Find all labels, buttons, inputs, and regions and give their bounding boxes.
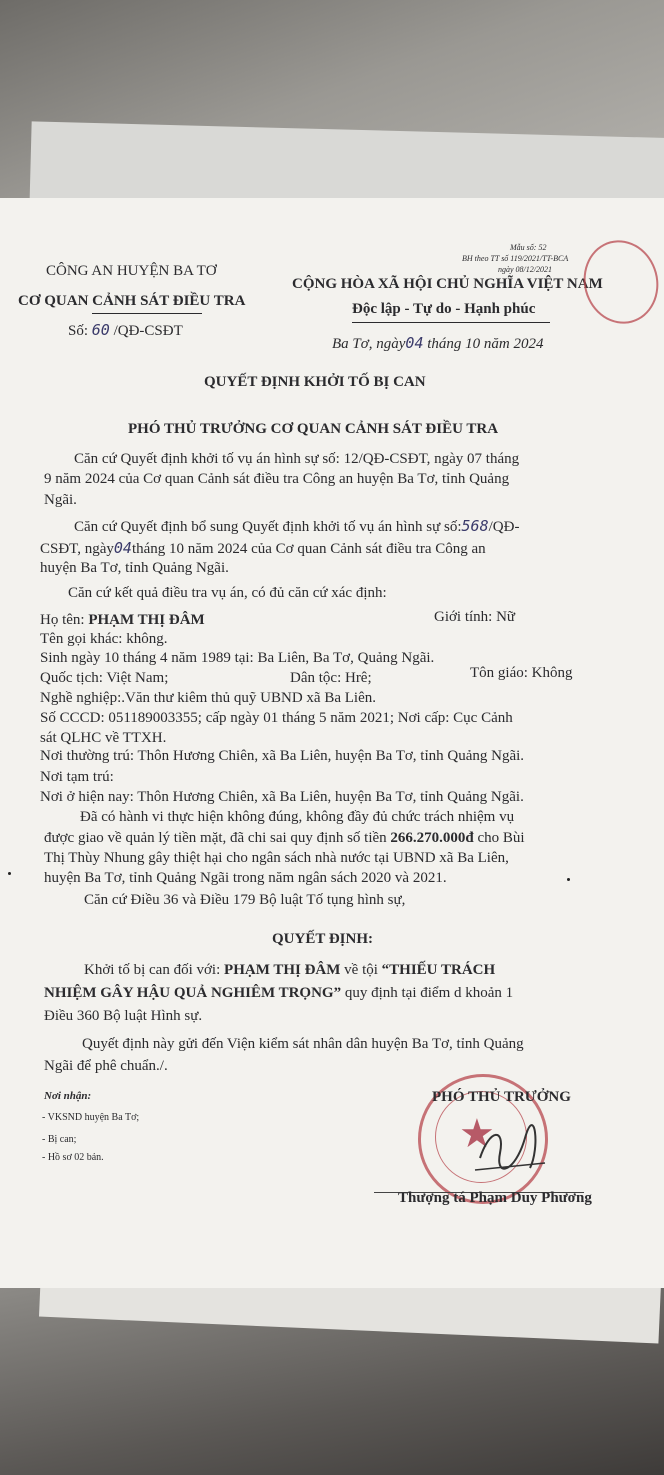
decision-line: Khởi tố bị can đối với: PHẠM THỊ ĐÂM về tội “THIẾU TRÁCH <box>84 962 496 978</box>
basis-line: 9 năm 2024 của Cơ quan Cảnh sát điều tra Công an huyện Ba Tơ, tỉnh Quảng <box>44 471 510 487</box>
person-id: sát QLHC về TTXH. <box>40 730 167 746</box>
decision-line: Điều 360 Bộ luật Hình sự. <box>44 1008 203 1024</box>
person-gender: Giới tính: Nữ <box>434 609 516 625</box>
person-alias: Tên gọi khác: không. <box>40 631 168 647</box>
facts-line: huyện Ba Tơ, tỉnh Quảng Ngãi trong năm ngân sách 2020 và 2021. <box>44 870 447 886</box>
person-birth: Sinh ngày 10 tháng 4 năm 1989 tại: Ba Liên, Ba Tơ, Quảng Ngãi. <box>40 650 435 666</box>
place-date: Ba Tơ, ngày04 tháng 10 năm 2024 <box>332 334 544 352</box>
person-name: Họ tên: PHẠM THỊ ĐÂM <box>40 612 205 628</box>
basis-line: Căn cứ Quyết định khởi tố vụ án hình sự số: 12/QĐ-CSĐT, ngày 07 tháng <box>74 451 520 467</box>
recipient-item: - VKSND huyện Ba Tơ; <box>42 1112 140 1123</box>
decision-line: NHIỆM GÂY HẬU QUẢ NGHIÊM TRỌNG” quy định tại điểm d khoản 1 <box>44 985 514 1001</box>
person-current-address: Nơi ở hiện nay: Thôn Hương Chiên, xã Ba Liên, huyện Ba Tơ, tỉnh Quảng Ngãi. <box>40 789 524 805</box>
form-ref-3: ngày 08/12/2021 <box>498 265 552 274</box>
motto: Độc lập - Tự do - Hạnh phúc <box>352 301 536 317</box>
person-id: Số CCCD: 051189003355; cấp ngày 01 tháng 5 năm 2021; Nơi cấp: Cục Cảnh <box>40 710 513 726</box>
basis-line: CSĐT, ngày04tháng 10 năm 2024 của Cơ quan Cảnh sát điều tra Công an <box>40 539 486 557</box>
recipient-item: - Hồ sơ 02 bản. <box>42 1152 104 1163</box>
document-number: Số: 60 /QĐ-CSĐT <box>68 321 183 339</box>
issuer-title: PHÓ THỦ TRƯỞNG CƠ QUAN CẢNH SÁT ĐIỀU TRA <box>128 421 499 437</box>
legal-basis: Căn cứ Điều 36 và Điều 179 Bộ luật Tố tụng hình sự, <box>84 892 406 908</box>
header-underline-left <box>92 313 202 314</box>
agency-top: CÔNG AN HUYỆN BA TƠ <box>46 263 217 279</box>
signature-title: PHÓ THỦ TRƯỞNG <box>432 1089 571 1105</box>
basis-line: Ngãi. <box>44 492 77 508</box>
country-name: CỘNG HÒA XÃ HỘI CHỦ NGHĨA VIỆT NAM <box>292 276 603 292</box>
send-line: Quyết định này gửi đến Viện kiểm sát nhân dân huyện Ba Tơ, tỉnh Quảng <box>82 1036 524 1052</box>
basis-line: Căn cứ kết quả điều tra vụ án, có đủ căn cứ xác định: <box>68 585 387 601</box>
facts-line: được giao về quản lý tiền mặt, đã chi sai quy định số tiền 266.270.000đ cho Bùi <box>44 830 525 846</box>
recipients-label: Nơi nhận: <box>44 1090 92 1102</box>
document-title: QUYẾT ĐỊNH KHỞI TỐ BỊ CAN <box>204 374 426 390</box>
decision-heading: QUYẾT ĐỊNH: <box>272 931 373 947</box>
ink-dot <box>8 872 11 875</box>
person-occupation: Nghề nghiệp:.Văn thư kiêm thủ quỹ UBND xã Ba Liên. <box>40 690 376 706</box>
person-nationality: Quốc tịch: Việt Nam; <box>40 670 169 686</box>
ink-dot <box>567 878 570 881</box>
recipient-item: - Bị can; <box>42 1134 77 1145</box>
person-religion: Tôn giáo: Không <box>470 665 573 681</box>
person-ethnicity: Dân tộc: Hrê; <box>290 670 372 686</box>
signer-name: Thượng tá Phạm Duy Phương <box>398 1190 592 1206</box>
send-line: Ngãi để phê chuẩn./. <box>44 1058 168 1074</box>
handwritten-signature <box>470 1118 550 1178</box>
form-ref-1: Mẫu số: 52 <box>510 243 547 252</box>
agency-sub: CƠ QUAN CẢNH SÁT ĐIỀU TRA <box>18 293 246 309</box>
basis-line: huyện Ba Tơ, tỉnh Quảng Ngãi. <box>40 560 229 576</box>
document-page <box>0 198 664 1288</box>
person-permanent-address: Nơi thường trú: Thôn Hương Chiên, xã Ba Liên, huyện Ba Tơ, tỉnh Quảng Ngãi. <box>40 748 525 764</box>
motto-underline <box>352 322 550 323</box>
facts-line: Đã có hành vi thực hiện không đúng, không đầy đủ chức trách nhiệm vụ <box>80 809 515 825</box>
date-stamp <box>574 232 664 332</box>
form-ref-2: BH theo TT số 119/2021/TT-BCA <box>462 254 569 263</box>
basis-line: Căn cứ Quyết định bổ sung Quyết định khởi tố vụ án hình sự số:568/QĐ- <box>74 517 520 535</box>
person-temporary-address: Nơi tạm trú: <box>40 769 114 785</box>
star-icon: ★ <box>459 1111 495 1156</box>
facts-line: Thị Thùy Nhung gây thiệt hại cho ngân sách nhà nước tại UBND xã Ba Liên, <box>44 850 509 866</box>
